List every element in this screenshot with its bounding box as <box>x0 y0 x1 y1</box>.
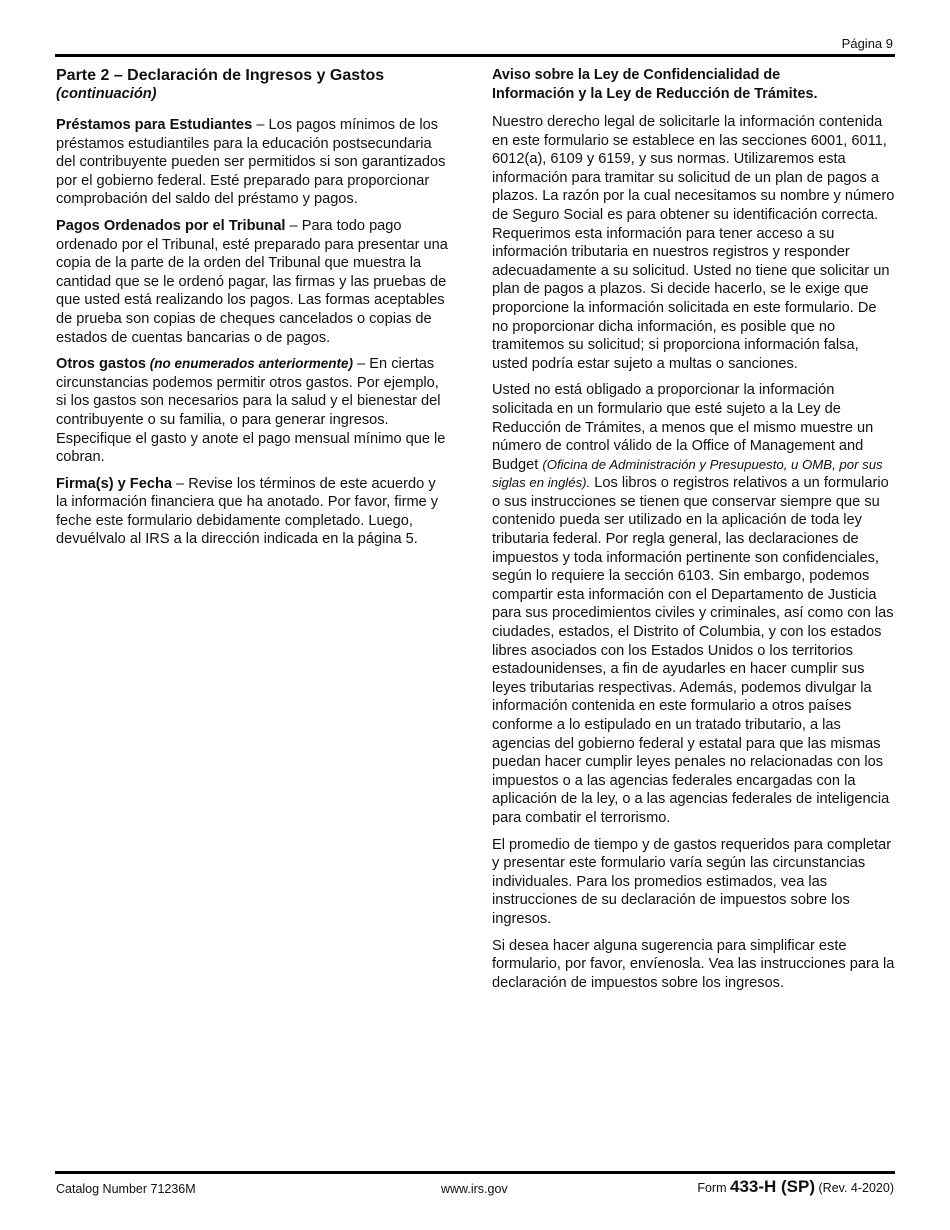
privacy-paragraph-1: Nuestro derecho legal de solicitarle la información contenida en este formulario se establece en las secciones 6001, 6011, 6012(a), 6109 y 6159, y sus normas. Utilizaremos esta información para tramitar su solicitud de un plan de pagos a plazos. La razón por la cual necesitamos su nombre y número de Seguro Social es para obtener su identificación correcta. Requerimos esta información para tener acceso a su información tributaria en nuestros registros y responder adecuadamente a su solicitud. Usted no tiene que solicitar un plan de pagos a plazos. Si decide hacerlo, se le exige que proporcione la información solicitada en este formulario. De no proporcionar dicha información, es posible que no tramitemos su solicitud; si proporciona información falsa, usted podría estar sujeto a multas o sanciones. <box>492 114 895 372</box>
section-subtitle: (continuación) <box>56 86 157 102</box>
student-loans-paragraph <box>56 116 451 209</box>
court-payments-paragraph <box>56 217 451 347</box>
other-expenses-term: Otros gastos <box>56 356 147 373</box>
section-title: Parte 2 – Declaración de Ingresos y Gastos <box>56 67 385 84</box>
page-footer <box>56 1177 894 1199</box>
signatures-term: Firma(s) y Fecha <box>56 475 172 492</box>
privacy-notice-title-line1: Aviso sobre la Ley de Confidencialidad de <box>492 67 781 83</box>
catalog-number: Catalog Number 71236M <box>56 1182 196 1196</box>
form-identifier <box>697 1177 894 1198</box>
left-column <box>56 66 451 557</box>
privacy-paragraph-4: Si desea hacer alguna sugerencia para simplificar este formulario, por favor, envíenosla. Vea las instrucciones para la declaración de impuestos sobre los ingresos. <box>492 937 895 991</box>
page-number: Página 9 <box>841 36 893 51</box>
student-loans-term: Préstamos para Estudiantes <box>56 117 253 133</box>
form-revision: (Rev. 4-2020) <box>818 1181 894 1195</box>
bottom-rule <box>55 1171 895 1174</box>
court-payments-text: – Para todo pago ordenado por el Tribunal, esté preparado para presentar una copia de la parte de la orden del Tribunal que muestra la cantidad que se le ordenó pagar, las firmas y las pruebas de que usted está realizando los pagos. Las formas aceptables de prueba son copias de cheques cancelados o copias de estados de cuentas bancarias o de pagos. <box>56 217 448 346</box>
omb-note: (Oficina de Administración y Presupuesto, u OMB, por sus siglas en inglés). <box>492 456 883 491</box>
privacy-paragraph-2-start: Usted no está obligado a proporcionar la información solicitada en un formulario que esté sujeto a la Ley de Reducción de Trámites, a menos que el mismo muestre un número de control válido de la Office of Management and Budget <box>492 382 874 473</box>
privacy-notice-title <box>492 66 896 103</box>
privacy-paragraph-2 <box>492 381 896 827</box>
court-payments-term: Pagos Ordenados por el Tribunal <box>56 217 286 234</box>
top-rule <box>55 54 895 57</box>
right-column <box>492 66 896 1000</box>
signatures-paragraph <box>56 475 451 549</box>
other-expenses-text: – En ciertas circunstancias podemos permitir otros gastos. Por ejemplo, si los gastos son necesarios para la salud y el bienestar del contribuyente o su familia, o para generar ingresos. Especifique el gasto y anote el pago mensual mínimo que le cobran. <box>56 356 446 466</box>
form-number: 433-H (SP) <box>729 1177 816 1196</box>
student-loans-text: – Los pagos mínimos de los préstamos estudiantiles para la educación postsecundaria del contribuyente pueden ser permitidos si son garantizados por el gobierno federal. Esté preparado para proporcionar comprobación del saldo del préstamo y pagos. <box>56 117 446 208</box>
privacy-paragraph-2-end: Los libros o registros relativos a un formulario o sus instrucciones se tienen que conservar siempre que su contenido pueda ser utilizado en la aplicación de toda ley tributaria federal. Por regla general, las declaraciones de impuestos y toda información pertinente son confidenciales, según lo requiere la sección 6103. Sin embargo, podemos compartir esta información con el Departamento de Justicia para sus procedimientos civiles y criminales, así como con las ciudades, estados, el Distrito of Columbia, y con los estados libres asociados con los Estados Unidos o los territorios estadounidenses, a fin de ayudarles en hacer cumplir sus leyes tributarias respectivas. Además, podemos divulgar la información contenida en este formulario a otros países conforme a lo estipulado en un tratado tributario, a las agencias del gobierno federal y estatal para que las mismas puedan hacer cumplir leyes penales no relacionadas con los impuestos o a las agencias federales encargadas con la aplicación de la ley, o a las agencias federales de inteligencia para combatir el terrorismo. <box>492 475 894 826</box>
other-expenses-paragraph <box>56 355 451 467</box>
privacy-paragraph-3: El promedio de tiempo y de gastos requeridos para completar y presentar este formulario varía según las circunstancias individuales. Para los promedios estimados, vea las instrucciones de su declaración de impuestos sobre los ingresos. <box>492 836 892 927</box>
other-expenses-qualifier: (no enumerados anteriormente) <box>146 356 354 372</box>
form-label: Form <box>697 1181 727 1195</box>
signatures-text: – Revise los términos de este acuerdo y la información financiera que ha anotado. Por favor, firme y feche este formulario debidamente completado. Luego, devuélvalo al IRS a la dirección indicada en la página 5. <box>56 475 439 548</box>
irs-website-link[interactable]: www.irs.gov <box>441 1182 508 1196</box>
privacy-notice-title-line2: Información y la Ley de Reducción de Trámites. <box>492 85 818 102</box>
